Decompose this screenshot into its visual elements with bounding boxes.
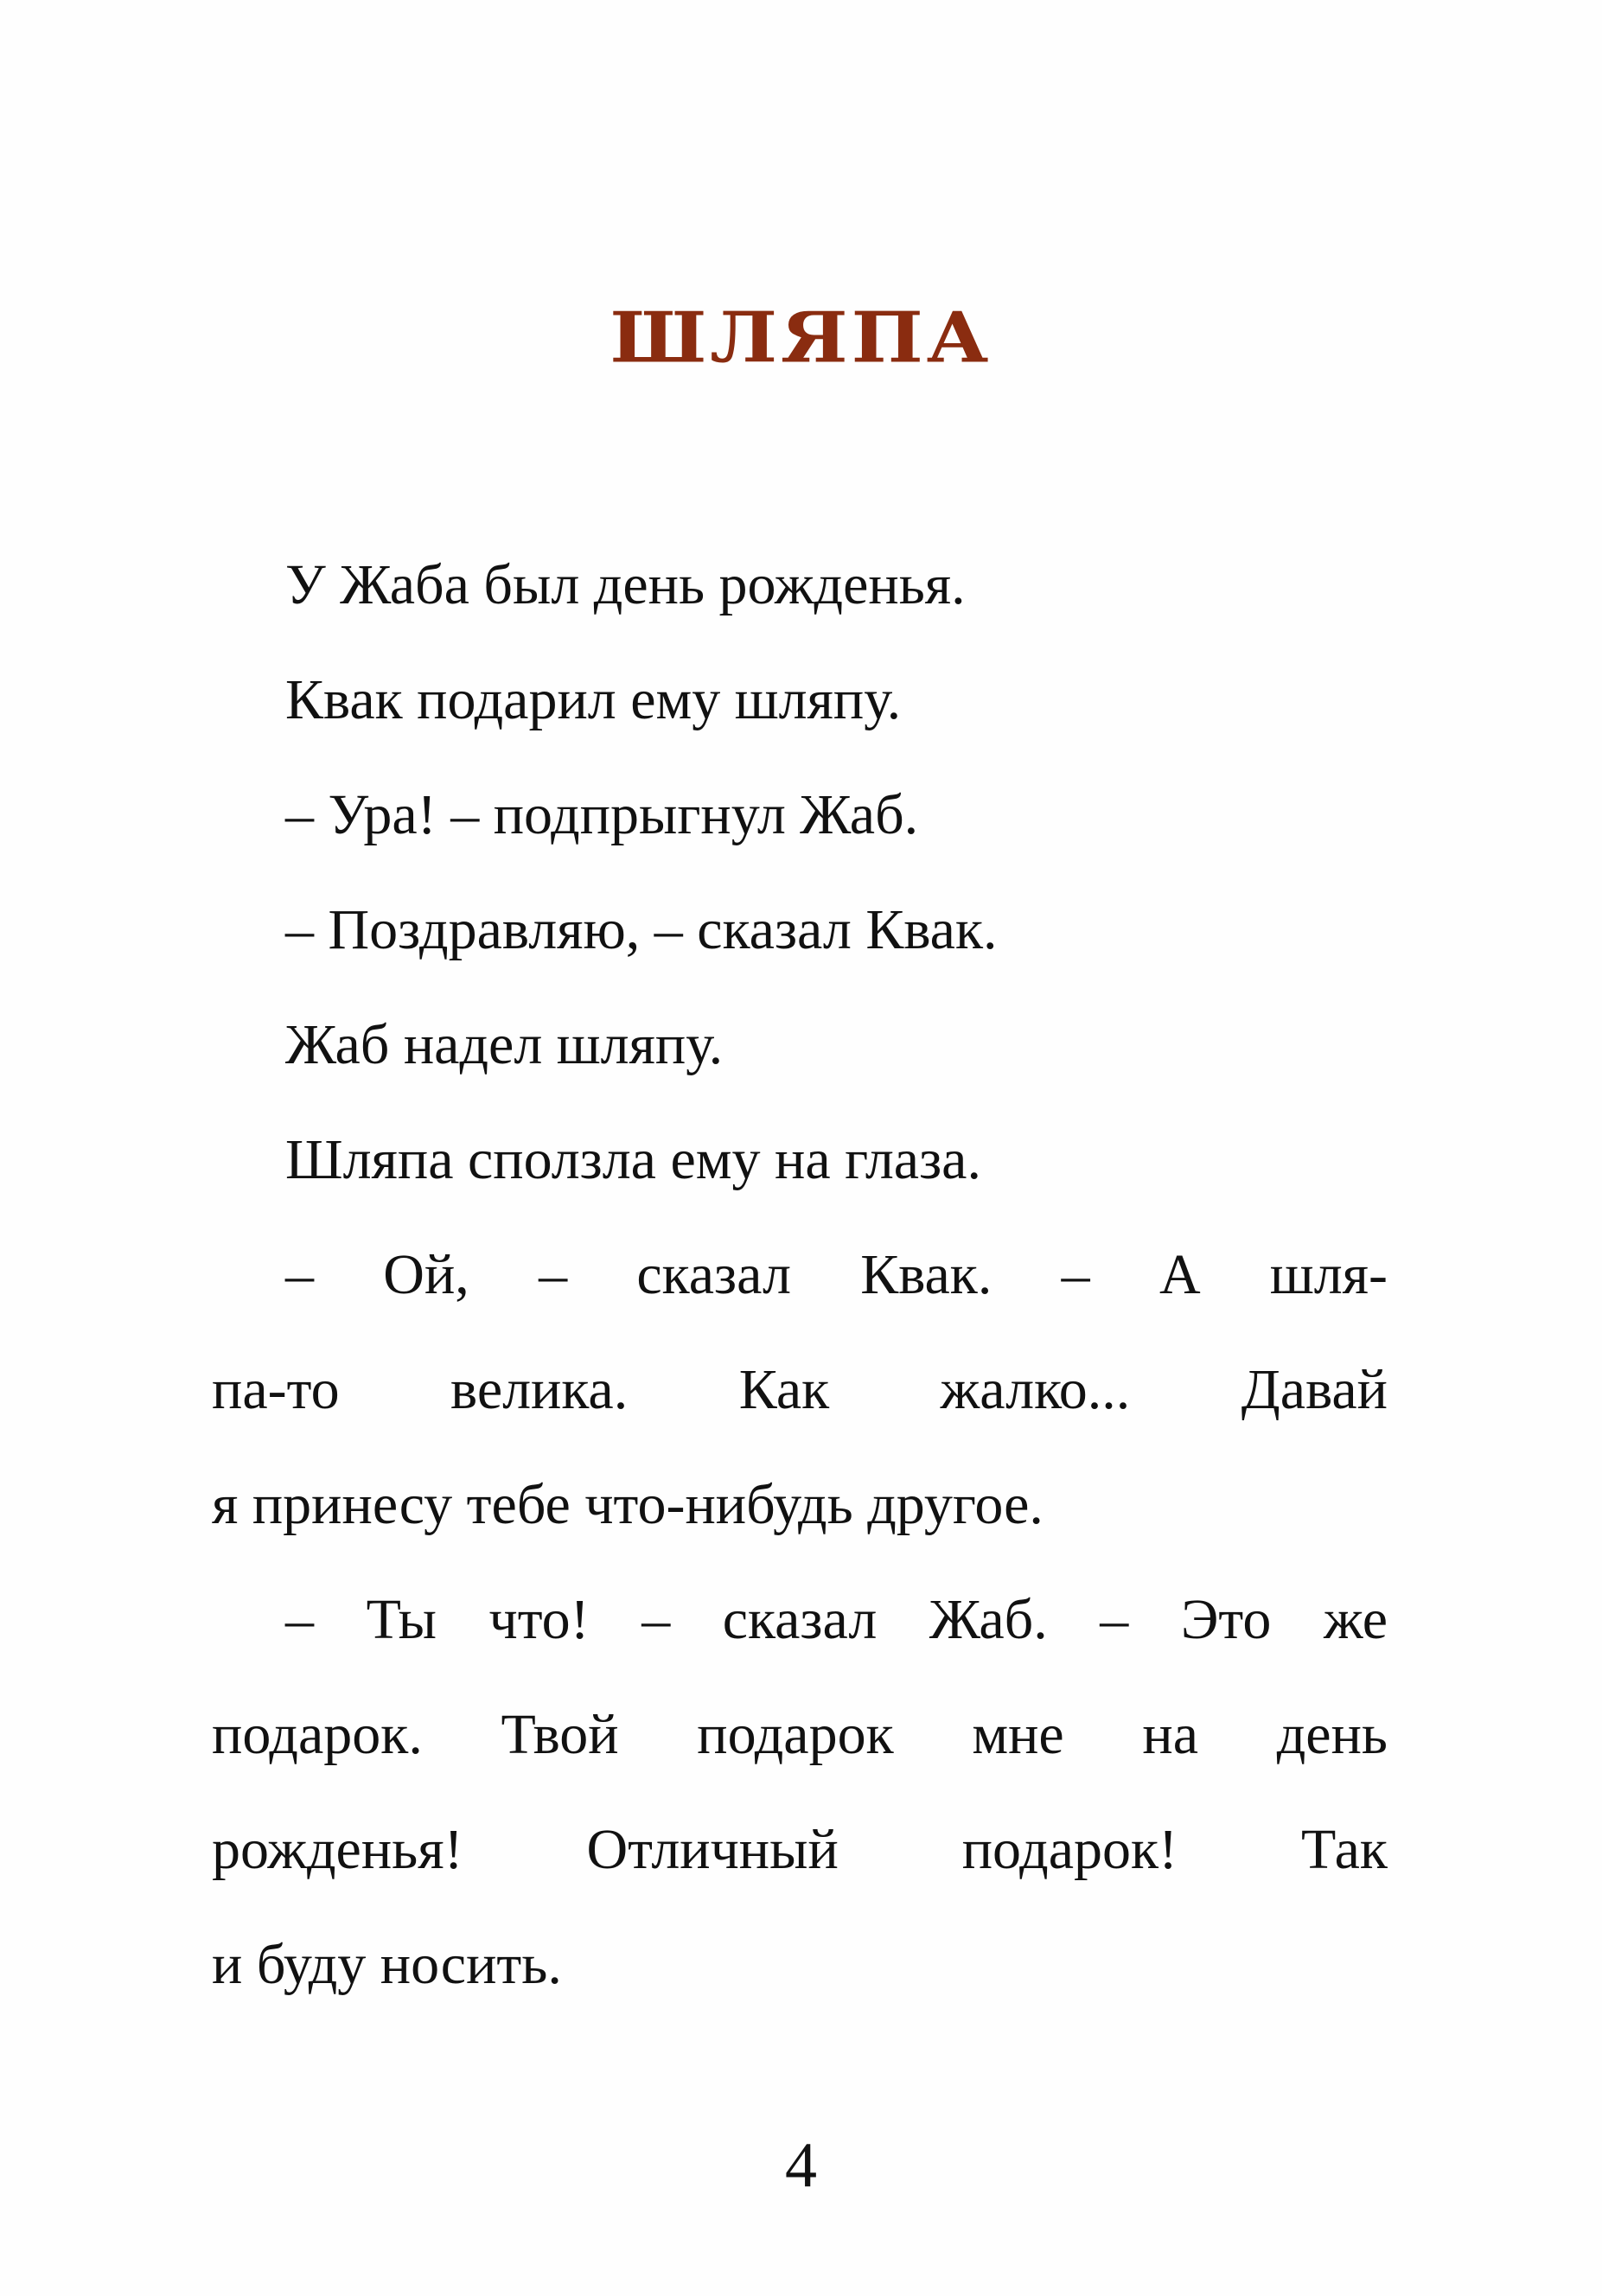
text-line: – Ой, – сказал Квак. – А шля- (285, 1243, 1388, 1306)
text-line: Жаб надел шляпу. (285, 1013, 724, 1076)
text-line: – Поздравляю, – сказал Квак. (285, 898, 998, 961)
text-line: У Жаба был день рожденья. (285, 553, 966, 616)
text-line: подарок. Твой подарок мне на день (212, 1703, 1388, 1766)
chapter-title: ШЛЯПА (610, 296, 992, 379)
story-text (212, 527, 1388, 2022)
text-line: – Ура! – подпрыгнул Жаб. (285, 783, 919, 846)
text-line: рожденья! Отличный подарок! Так (212, 1818, 1388, 1881)
text-line: Квак подарил ему шляпу. (285, 668, 902, 731)
text-line: Шляпа сползла ему на глаза. (285, 1128, 981, 1191)
text-line: – Ты что! – сказал Жаб. – Это же (285, 1588, 1388, 1651)
page-number: 4 (785, 2130, 817, 2201)
text-line: па-то велика. Как жалко... Давай (212, 1358, 1388, 1421)
text-line: и буду носить. (212, 1933, 562, 1996)
text-line: я принесу тебе что-нибудь другое. (212, 1473, 1044, 1536)
